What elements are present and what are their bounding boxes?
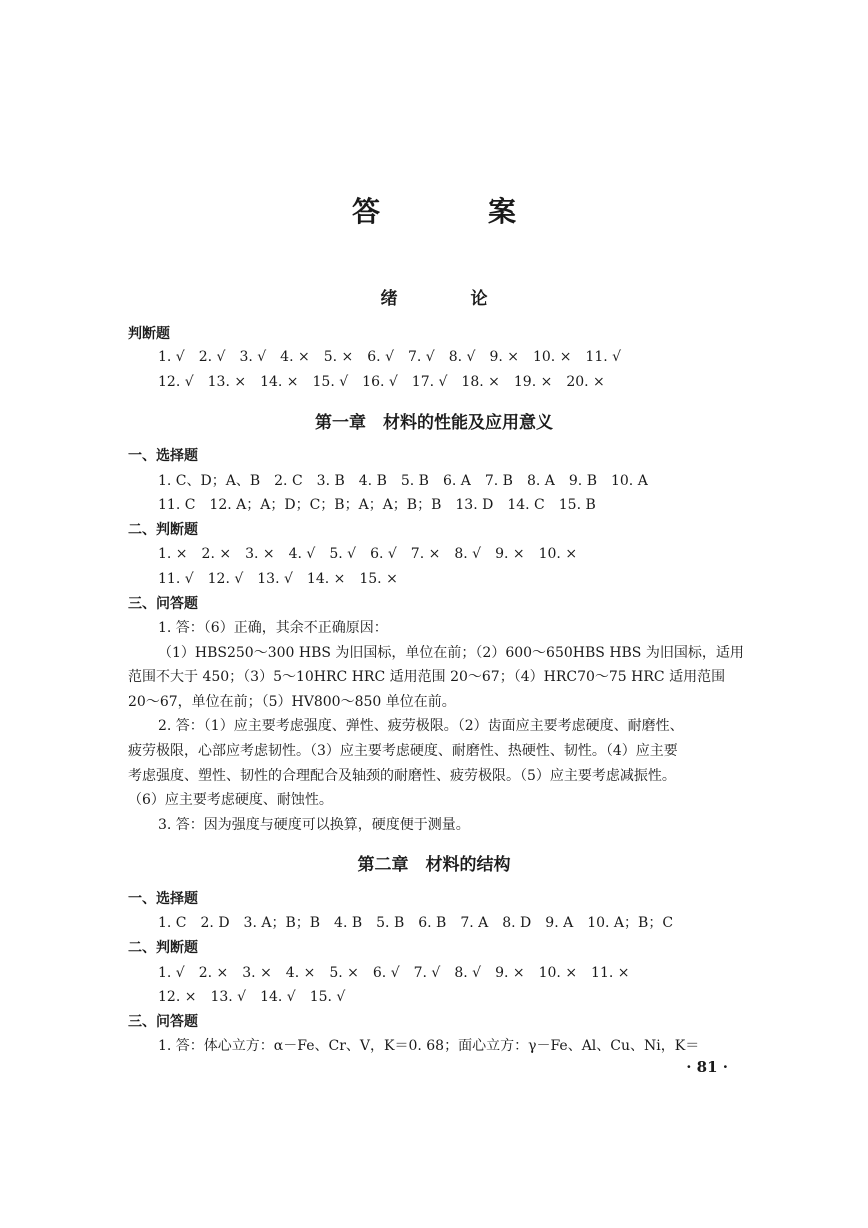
page-number: · 81 · [686,1058,728,1076]
ch1-title: 第一章 材料的性能及应用意义 [315,413,553,433]
ch2-qa-line-1: 1. 答：体心立方：α－Fe、Cr、V，K＝0. 68；面心立方：γ－Fe、Al、Cu、Ni，K＝ [158,1038,700,1054]
ch2-judge-label: 二、判断题 [128,940,198,956]
ch1-qa-line-8: （6）应主要考虑硬度、耐蚀性。 [128,792,333,808]
intro-judge-line-1: 1. √ 2. √ 3. √ 4. × 5. × 6. √ 7. √ 8. √ 9. × 10. × 11. √ [158,349,622,365]
ch1-qa-line-2: （1）HBS250～300 HBS 为旧国标，单位在前；（2）600～650HBS HBS 为旧国标，适用 [158,645,744,661]
intro-title: 绪 论 [380,289,516,309]
ch1-qa-line-9: 3. 答：因为强度与硬度可以换算，硬度便于测量。 [158,817,470,833]
ch2-judge-line-2: 12. × 13. √ 14. √ 15. √ [158,989,346,1005]
ch1-choice-label: 一、选择题 [128,448,198,464]
ch1-choice-line-1: 1. C、D；A、B 2. C 3. B 4. B 5. B 6. A 7. B 8. A 9. B 10. A [158,473,648,489]
ch1-qa-line-7: 考虑强度、塑性、韧性的合理配合及轴颈的耐磨性、疲劳极限。（5）应主要考虑减振性。 [128,768,676,784]
ch1-qa-line-4: 20～67，单位在前；（5）HV800～850 单位在前。 [128,694,456,710]
intro-judge-line-2: 12. √ 13. × 14. × 15. √ 16. √ 17. √ 18. × 19. × 20. × [158,374,605,390]
ch2-judge-line-1: 1. √ 2. × 3. × 4. × 5. × 6. √ 7. √ 8. √ 9. × 10. × 11. × [158,965,630,981]
ch2-title: 第二章 材料的结构 [357,855,511,875]
ch1-choice-line-2: 11. C 12. A；A；D；C；B；A；A；B；B 13. D 14. C 15. B [158,497,596,513]
ch2-choice-line-1: 1. C 2. D 3. A；B；B 4. B 5. B 6. B 7. A 8. D 9. A 10. A；B；C [158,915,674,931]
ch2-qa-label: 三、问答题 [128,1014,198,1030]
ch1-qa-line-5: 2. 答：（1）应主要考虑强度、弹性、疲劳极限。（2）齿面应主要考虑硬度、耐磨性、 [158,718,684,734]
ch1-qa-line-1: 1. 答：（6）正确，其余不正确原因： [158,620,388,636]
ch1-qa-line-3: 范围不大于 450；（3）5～10HRC HRC 适用范围 20～67；（4）HRC70～75 HRC 适用范围 [128,669,726,685]
ch1-judge-line-1: 1. × 2. × 3. × 4. √ 5. √ 6. √ 7. × 8. √ 9. × 10. × [158,546,578,562]
ch1-qa-label: 三、问答题 [128,596,198,612]
ch1-judge-label: 二、判断题 [128,522,198,538]
ch1-qa-line-6: 疲劳极限，心部应考虑韧性。（3）应主要考虑硬度、耐磨性、热硬性、韧性。（4）应主要 [128,743,678,759]
page-title: 答 案 [351,195,556,228]
ch1-judge-line-2: 11. √ 12. √ 13. √ 14. × 15. × [158,571,398,587]
intro-judge-label: 判断题 [128,326,170,342]
ch2-choice-label: 一、选择题 [128,891,198,907]
